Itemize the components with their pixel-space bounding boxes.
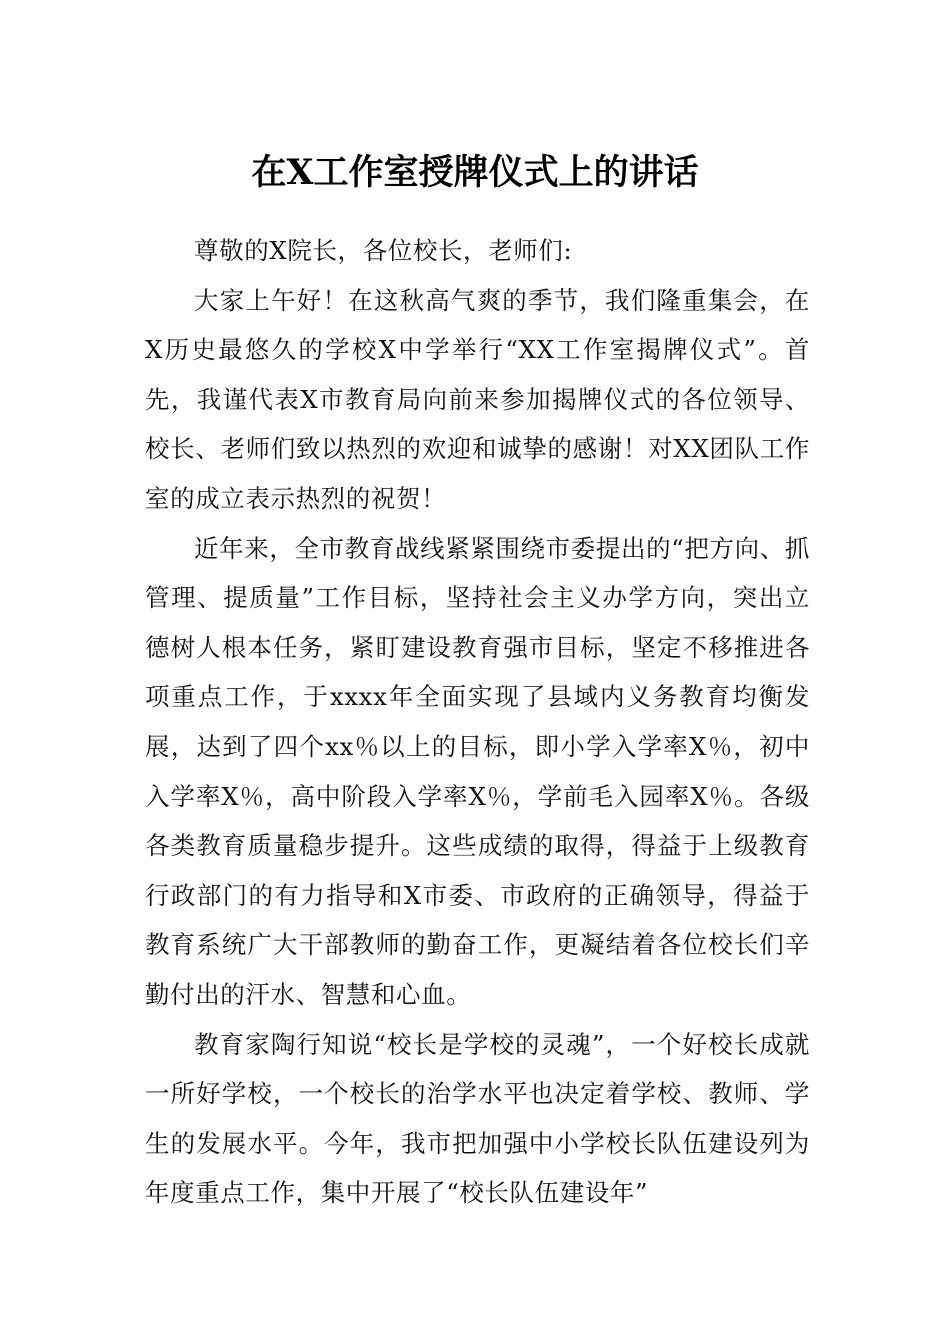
principal-role-paragraph: 教育家陶行知说“校长是学校的灵魂”，一个好校长成就一所好学校，一个校长的治学水平也决定着学校、教师、学生的发展水平。今年，我市把加强中小学校长队伍建设列为年度重点工作，集中开展了“校长队伍建设年” bbox=[145, 1029, 810, 1208]
document-title: 在X工作室授牌仪式上的讲话 bbox=[251, 152, 699, 193]
achievements-paragraph: 近年来，全市教育战线紧紧围绕市委提出的“把方向、抓管理、提质量”工作目标，坚持社会主义办学方向，突出立德树人根本任务，紧盯建设教育强市目标，坚定不移推进各项重点工作，于xxxx年全面实现了县域内义务教育均衡发展，达到了四个xx％以上的目标，即小学入学率X％，初中入学率X％，高中阶段入学率X％，学前毛入园率X％。各级各类教育质量稳步提升。这些成绩的取得，得益于上级教育行政部门的有力指导和X市委、市政府的正确领导，得益于教育系统广大干部教师的勤奋工作，更凝结着各位校长们辛勤付出的汗水、智慧和心血。 bbox=[145, 533, 810, 1009]
document-body bbox=[145, 226, 810, 1218]
salutation-paragraph: 尊敬的X院长，各位校长，老师们: bbox=[194, 236, 573, 265]
greeting-paragraph: 大家上午好！在这秋高气爽的季节，我们隆重集会，在X历史最悠久的学校X中学举行“XX工作室揭牌仪式”。首先，我谨代表X市教育局向前来参加揭牌仪式的各位领导、校长、老师们致以热烈的欢迎和诚挚的感谢！对XX团队工作室的成立表示热烈的祝贺！ bbox=[145, 285, 810, 513]
